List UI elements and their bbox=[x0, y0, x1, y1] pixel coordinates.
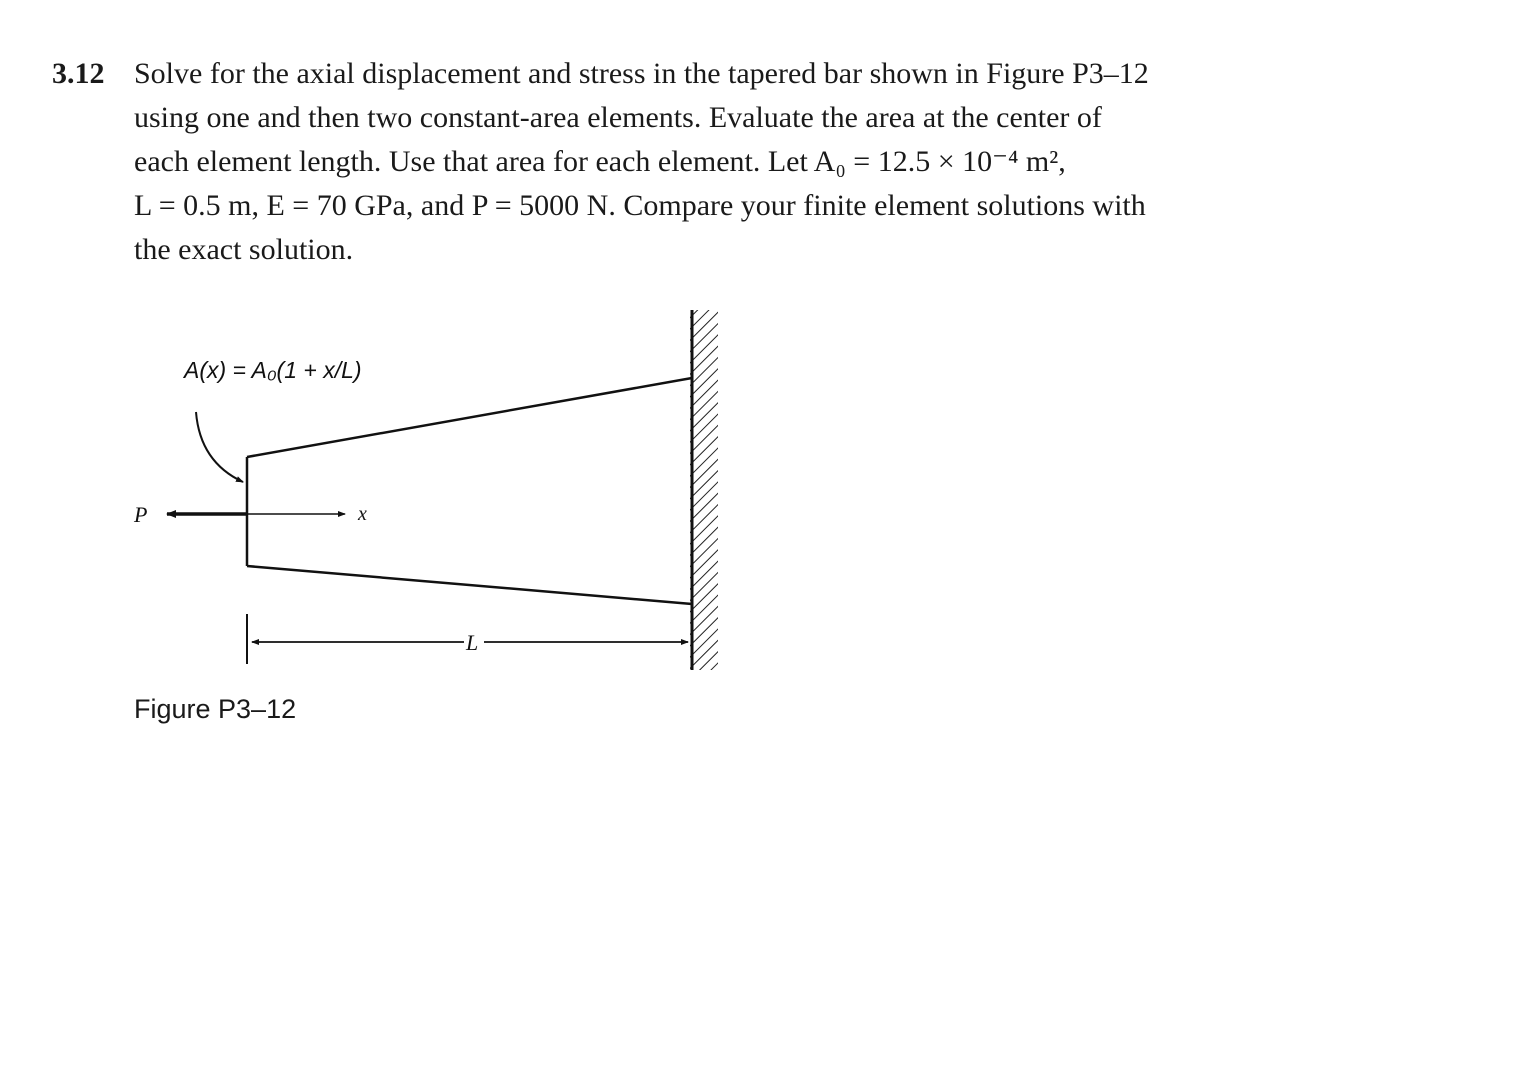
load-label: P bbox=[134, 502, 148, 527]
bar-top-edge bbox=[247, 378, 692, 457]
area-formula: A(x) = A₀(1 + x/L) bbox=[184, 357, 362, 383]
length-label: L bbox=[466, 630, 479, 655]
figure-caption: Figure P3–12 bbox=[134, 694, 297, 724]
bar-bottom-edge bbox=[247, 566, 692, 604]
fixed-wall-hatching bbox=[690, 310, 718, 670]
problem-line-2: using one and then two constant-area elements. Evaluate the area at the center of bbox=[134, 101, 1102, 134]
problem-line-3: each element length. Use that area for each element. Let A₀ = 12.5 × 10⁻⁴ m², bbox=[134, 145, 1066, 178]
area-leader-arrow bbox=[196, 412, 243, 482]
problem-line-5: the exact solution. bbox=[134, 233, 354, 266]
problem-number: 3.12 bbox=[52, 57, 105, 90]
problem-line-4: L = 0.5 m, E = 70 GPa, and P = 5000 N. Compare your finite element solutions with bbox=[134, 189, 1146, 222]
problem-line-1: Solve for the axial displacement and stress in the tapered bar shown in Figure P3–12 bbox=[134, 57, 1149, 90]
x-axis-label: x bbox=[358, 503, 367, 525]
